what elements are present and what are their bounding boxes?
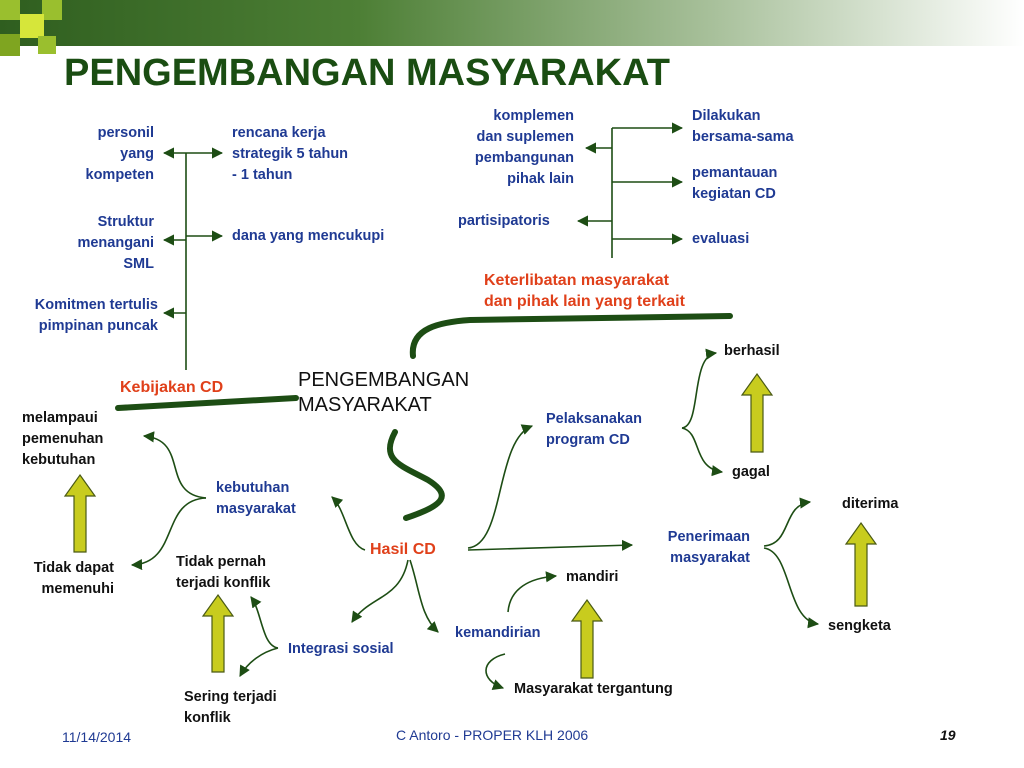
node-gagal: gagal <box>732 464 770 480</box>
node-sering-konflik: Sering terjadi konflik <box>184 689 277 726</box>
node-melampaui: melampaui pemenuhan kebutuhan <box>22 410 104 468</box>
arrow-to-tidak-pernah <box>251 597 278 648</box>
node-penerimaan: Penerimaan masyarakat <box>667 529 750 566</box>
arrow-to-mandiri <box>508 576 556 612</box>
node-berhasil: berhasil <box>724 343 780 359</box>
node-komplemen: komplemen dan suplemen pembangunan pihak lain <box>474 108 574 187</box>
center-label: PENGEMBANGAN MASYARAKAT <box>298 369 470 416</box>
page-number: 19 <box>940 727 956 743</box>
node-kebijakan-cd: Kebijakan CD <box>120 379 224 396</box>
arrow-to-kebutuhan <box>332 497 365 550</box>
node-tidak-pernah: Tidak pernah terjadi konflik <box>176 554 271 591</box>
node-diterima: diterima <box>842 496 899 512</box>
arrow-to-tergantung <box>486 654 505 688</box>
thick-link-hasil <box>390 432 442 518</box>
arrow-up-berhasil <box>742 374 772 452</box>
arrow-to-sering <box>240 648 278 676</box>
node-masyarakat-tergantung: Masyarakat tergantung <box>514 681 673 697</box>
arrow-up-diterima <box>846 523 876 606</box>
thick-link-keterlibatan <box>413 316 730 356</box>
node-pemantauan: pemantauan kegiatan CD <box>692 165 778 202</box>
arrow-up-tidak-pernah <box>203 595 233 672</box>
node-dilakukan: Dilakukan bersama-sama <box>692 108 794 145</box>
arrow-to-pelaksanakan <box>468 426 532 548</box>
node-dana: dana yang mencukupi <box>232 228 385 244</box>
node-mandiri: mandiri <box>566 569 619 585</box>
node-kemandirian: kemandirian <box>455 625 541 641</box>
node-pelaksanakan: Pelaksanakan program CD <box>546 411 642 448</box>
arrow-to-berhasil <box>682 353 716 428</box>
node-keterlibatan: Keterlibatan masyarakat dan pihak lain yang terkait <box>484 272 685 310</box>
thick-link-kebijakan <box>118 398 296 408</box>
node-struktur: Struktur menangani SML <box>77 214 154 272</box>
arrow-to-gagal <box>682 428 722 472</box>
node-partisipatoris: partisipatoris <box>458 213 550 229</box>
node-personil: personil yang kompeten <box>85 125 154 183</box>
arrow-up-melampaui <box>65 475 95 552</box>
slide-title: PENGEMBANGAN MASYARAKAT <box>64 52 670 94</box>
footer-credit: C Antoro - PROPER KLH 2006 <box>396 727 589 743</box>
node-sengketa: sengketa <box>828 618 891 634</box>
arrow-to-sengketa <box>764 548 818 624</box>
arrow-to-kemandirian <box>410 560 438 632</box>
node-rencana-kerja: rencana kerja strategik 5 tahun - 1 tahun <box>232 125 349 183</box>
node-komitmen: Komitmen tertulis pimpinan puncak <box>34 297 158 334</box>
arrow-to-penerimaan <box>468 545 632 550</box>
arrow-to-melampaui <box>144 436 206 498</box>
arrow-to-integrasi <box>352 560 408 622</box>
arrow-up-mandiri <box>572 600 602 678</box>
footer-date: 11/14/2014 <box>62 729 132 745</box>
arrow-to-diterima <box>764 502 810 546</box>
node-integrasi-sosial: Integrasi sosial <box>288 641 394 657</box>
node-evaluasi: evaluasi <box>692 231 750 247</box>
node-hasil-cd: Hasil CD <box>370 541 436 558</box>
node-kebutuhan-masyarakat: kebutuhan masyarakat <box>216 480 296 517</box>
node-tidak-dapat: Tidak dapat memenuhi <box>33 560 114 597</box>
